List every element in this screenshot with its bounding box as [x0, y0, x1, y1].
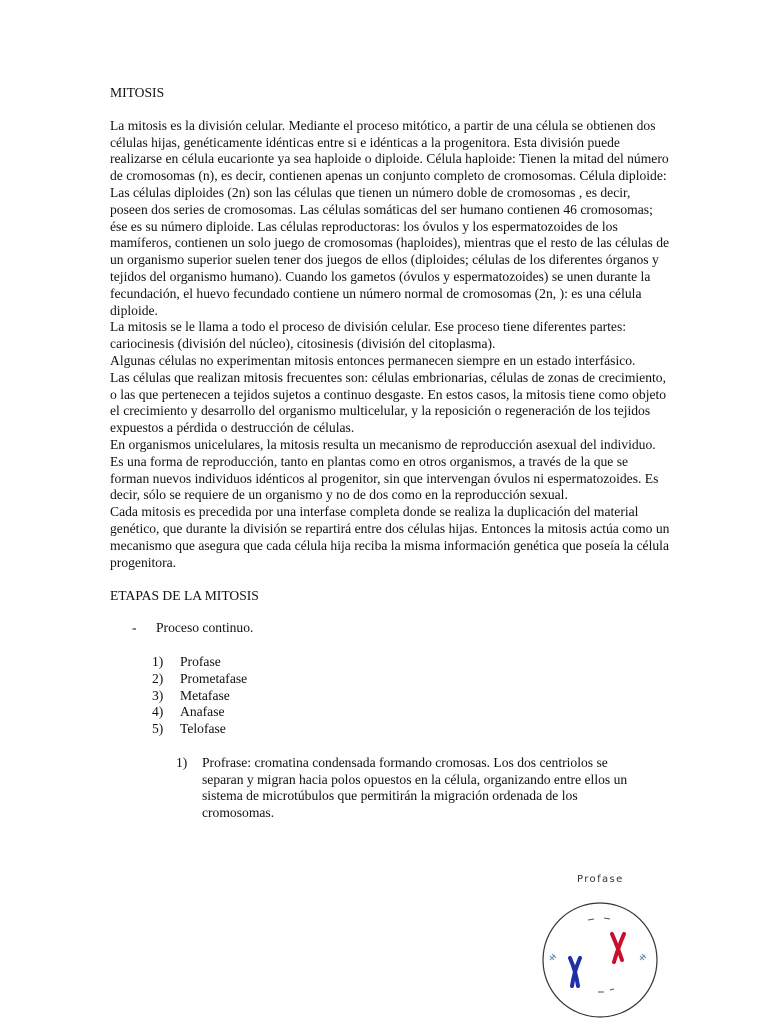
section-title: ETAPAS DE LA MITOSIS	[110, 588, 259, 604]
red-chromosome-icon	[612, 934, 624, 962]
list-label: Profase	[180, 653, 221, 669]
nuclear-envelope-fragment	[604, 918, 610, 919]
detail-text: Profrase: cromatina condensada formando cromosas. Los dos centriolos se separan y migran hacia polos opuestos en la célula, organizando entre ellos un sistema de microtúbulos que permitirán la migración ordenada de los cromosomas.	[202, 754, 628, 821]
list-number: 1)	[152, 653, 164, 669]
paragraph: Las células que realizan mitosis frecuentes son: células embrionarias, células de zonas de crecimiento, o las que pertenecen a tejidos sujetos a continuo desgaste. En estos casos, la mitosis tiene como objeto el crecimiento y desarrollo del organismo multicelular, y la reposición o regeneración de los tejidos expuestos a pérdida o destrucción de células.	[110, 369, 667, 436]
detail-number: 1)	[176, 754, 188, 770]
bullet-marker: -	[132, 620, 137, 636]
paragraph: La mitosis es la división celular. Mediante el proceso mitótico, a partir de una célula se obtienen dos células hijas, genéticamente idénticas entre si e idénticas a la progenitora. Esta división puede realizarse en célula eucarionte ya sea haploide o diploide. Célula haploide: Tienen la mitad del número de cromosomas (n), es decir, contienen apenas un conjunto completo de cromosomas. Célula diploide: Las células diploides (2n) son las células que tienen un número doble de cromosomas , es decir, poseen dos series de cromosomas. Las células somáticas del ser humano contienen 46 cromosomas; ése es su número diploide. Las células reproductoras: los óvulos y los espermatozoides de los mamíferos, contienen un solo juego de cromosomas (haploides), mientras que el resto de las células de un organismo superior suelen tener dos juegos de ellos (diploides; células de los diferentes órganos y tejidos del organismo humano). Cuando los gametos (óvulos y espermatozoides) se unen durante la fecundación, el huevo fecundado contiene un número normal de cromosomas (2n, ): es una célula diploide.	[110, 117, 670, 318]
nuclear-envelope-fragment	[610, 989, 614, 990]
list-number: 4)	[152, 704, 164, 720]
list-item	[152, 688, 670, 705]
cell-membrane	[543, 903, 657, 1017]
centriole-icon	[640, 954, 646, 960]
list-label: Telofase	[180, 721, 226, 737]
page-title: MITOSIS	[110, 85, 165, 100]
list-label: Anafase	[180, 704, 225, 720]
centriole-icon	[550, 954, 556, 960]
paragraph: En organismos unicelulares, la mitosis resulta un mecanismo de reproducción asexual del individuo. Es una forma de reproducción, tanto en plantas como en otros organismos, a través de la que se forman nuevos individuos idénticos al progenitor, sin que intervengan óvulos ni espermatozoides. Es decir, sólo se requiere de un organismo y no de dos como en la reproducción sexual.	[110, 436, 659, 503]
stage-detail	[176, 755, 670, 822]
intro-paragraphs	[110, 118, 670, 572]
list-item	[152, 671, 670, 688]
list-number: 5)	[152, 721, 164, 737]
list-number: 3)	[152, 687, 164, 703]
figure-caption: Profase	[577, 874, 624, 885]
paragraph: Cada mitosis es precedida por una interfase completa donde se realiza la duplicación del material genético, que durante la división se repartirá entre dos células hijas. Entonces la mitosis actúa como un mecanismo que asegura que cada célula hija reciba la misma información genética que poseía la célula progenitora.	[110, 504, 670, 570]
blue-chromosome-icon	[570, 958, 580, 986]
bullet-item	[132, 620, 670, 637]
list-number: 2)	[152, 670, 164, 686]
bullet-text: Proceso continuo.	[156, 620, 254, 636]
list-item	[152, 721, 670, 738]
document-body	[110, 85, 670, 822]
profase-cell-figure	[540, 872, 660, 1022]
list-label: Metafase	[180, 687, 230, 703]
list-item	[152, 704, 670, 721]
list-label: Prometafase	[180, 670, 248, 686]
list-item	[152, 654, 670, 671]
nuclear-envelope-fragment	[588, 919, 594, 920]
stages-list	[152, 654, 670, 738]
paragraph: Algunas células no experimentan mitosis entonces permanecen siempre en un estado interfásico.	[110, 352, 636, 368]
paragraph: La mitosis se le llama a todo el proceso de división celular. Ese proceso tiene diferentes partes: cariocinesis (división del núcleo), citosinesis (división del citoplasma).	[110, 319, 627, 352]
